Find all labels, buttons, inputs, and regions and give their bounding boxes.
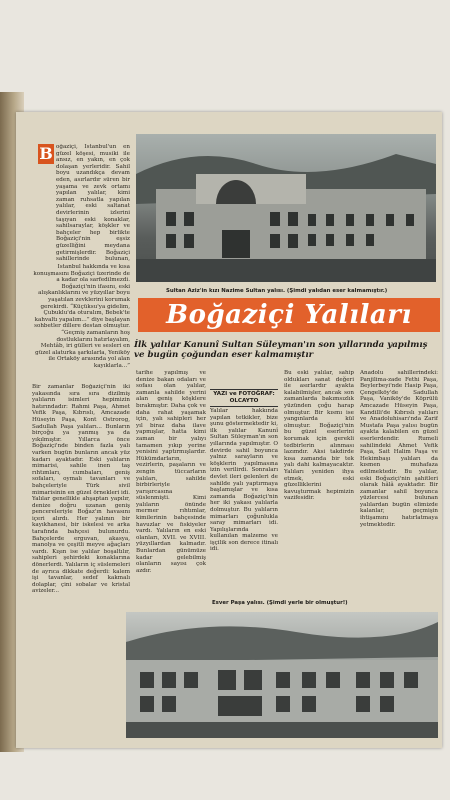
intro-paragraph: İstanbul hakkında ve kısa konuşmasını Boğaziçi üzerinde de a kadar ola sarfedilmezdi. Boğaziçi'nin ifasını, eski alışkanlıklarını ve yüzyıllar boyu yaşatılan zevklerini korumak gerekirdi. “Küçüksu'ya gidelim, Çubuklu'da oturalım, Bebek'te kahvaltı yapalım...” diye başlayan sohbetler dillere destan olmuştur. “Geçmiş zamanların hoş dostluklarını hatırlayalım, Mehtâb, iri gülleri ve sesleri en güzel alaturka şarkılarla, Yeniköy ile Ortaköy arasında yol alan kayıklarla...” bbox=[33, 264, 130, 369]
article-subtitle: İlk yalılar Kanunî Sultan Süleyman'ın son yıllarında yapılmış ve bugün çoğundan eser kalmamıştır bbox=[134, 340, 428, 360]
photo-esver-pasa-yalisi bbox=[126, 612, 438, 738]
article-title: Boğaziçi Yalıları bbox=[166, 300, 412, 330]
article-title-banner bbox=[138, 298, 440, 332]
magazine-page bbox=[16, 112, 442, 748]
left-column-text: Bir zamanlar Boğaziçi'nin iki yakasında sıra sıra dizilmiş yalıların isimleri hepimizin hatırındadır: Rahmi Paşa, Ahmet Vefik Paşa, Kıbrıslı, Amcazade Hüseyin Paşa, Kont Ostrorog, Sadullah Paşa yalıları... Bunların birçoğu ya yanmış ya da yıkılmıştır. Yıllarca önce Boğaziçi'nde binden fazla yalı varken bugün bunların ancak yüz kadarı ayaktadır. Eski yalıların mimarisi, sahile inen taş rıhtımları, cumbaları, geniş sofaları, oymalı tavanları ve bahçeleriyle Türk sivil mimarisinin en güzel örnekleri idi. Yalılar genellikle ahşaptan yapılır, denize doğru uzanan geniş pencereleriyle Boğaz'ın havasını içeri alırdı. Her yalının bir kayıkhanesi, bir iskelesi ve arka tarafında bahçesi bulunurdu. Bahçelerde erguvan, akasya, manolya ve çeşitli meyve ağaçları vardı. Kışın ise yalılar boşaltılır, sahipleri şehirdeki konaklarına dönerlerdi. Yalıların iç süslemeleri de ayrıca dikkate değerdi: kalem işi tavanlar, sedef kakmalı dolaplar, çini sobalar ve kristal avizeler... bbox=[32, 384, 130, 595]
drop-cap: B bbox=[39, 144, 53, 163]
caption-bottom-photo: Esver Paşa yalısı. (Şimdi yerle bir olmuştur!) bbox=[212, 600, 348, 606]
column-5-text: Anadolu sahillerindeki: Panjilima-zade Fethi Paşa, Beylerbeyi'nde Hasip Paşa, Çengelköy'de Sadullah Paşa, Vaniköy'de Köprülü Amcazade Hüseyin Paşa, Kandilli'de Kıbrıslı yalıları ve Anadoluhisarı'nda Zarif Mustafa Paşa yalısı bugün ayakta kalabilen en güzel eserlerdendir. Rumeli sahilindeki Ahmet Vefik Paşa, Sait Halim Paşa ve Hekimbaşı yalıları da kısmen muhafaza edilmektedir. Bu yalılar, eski Boğaziçi'nin şahitleri olarak hâlâ ayaktadır. Bir zamanlar sahil boyunca yüzlercesi bulunan yalılardan bugün elimizde kalanlar, geçmişin ihtişamını hatırlatmaya yetmektedir. bbox=[360, 370, 438, 528]
caption-top-photo: Sultan Aziz'in kızı Nazime Sultan yalısı. (Şimdi yalıdan eser kalmamıştır.) bbox=[166, 288, 388, 294]
column-4-text: Bu eski yalılar, sahip oldukları sanat değeri ile asırlardır ayakta kalabilmişler, ancak son zamanlarda bakımsızlık yüzünden çoğu harap olmuştur. Bir kısmı ise yangınlarda kül olmuştur. Boğaziçi'nin bu güzel eserlerini korumak için gerekli tedbirlerin alınması lazımdır. Aksi takdirde kısa zamanda bir tek yalı dahi kalmayacaktır. Yalıları yeniden ihya etmek, eski güzelliklerini kavuşturmak hepimizin vazifesidir. bbox=[284, 370, 354, 502]
photo-nazime-sultan-yalisi bbox=[136, 134, 436, 282]
yali-illustration bbox=[126, 612, 438, 738]
byline bbox=[210, 389, 278, 407]
byline-author: OLCAYTO bbox=[229, 398, 259, 404]
lead-paragraph: oğaziçi, İstanbul'un en güzel köşesi, musiki ile ansız, en yakın, en çok dolaşan yerleridir. Sahil boyu uzandıkça devam eden, asırlardır süren bir yaşama ve zevk ortamı yapılan yalılar, kimi zaman ruhsatla yapılan yalılar, eski saltanat devirlerinin izlerini taşıyan eski konaklar, sahilsaraylar, köşkler ve bahçeler hep birlikte Boğaziçi'nin eşsiz güzelliğini meydana getirmişlerdir. Boğaziçi sahillerinde bulunan, bbox=[56, 144, 130, 262]
palace-illustration bbox=[136, 134, 436, 282]
byline-label: YAZI ve FOTOĞRAF: bbox=[213, 391, 275, 397]
column-2-text: tarihe yapılmış ve denize bakan odaları ve sofası olan yalılar, zamanla sahilde yerini alan geniş köşklere bırakmıştır. Daha çok ve daha rahat yaşamak için, yalı sahipleri her yıl biraz daha ilave yapmışlar, hatta kimi zaman bir yalıyı tamamen yıkıp yerine yenisini yaptırmışlardır. Hükümdarların, vezirlerin, paşaların ve zengin tüccarların yalıları, sahilde birbirleriyle yarışırcasına süslenmişti. Kimi yalıların önünde mermer rıhtımlar, kimilerinin bahçesinde havuzlar ve fıskiyeler vardı. Yalıların en eski olanları, XVII. ve XVIII. yüzyıllardan kalmadır. Bunlardan günümüze kadar gelebilmiş olanların sayısı çok azdır. bbox=[136, 370, 206, 574]
column-3-text: Yalılar hakkında yapılan tetkikler, bize şunu göstermektedir ki, ilk yalılar Kanunî Sultan Süleyman'ın son yıllarında yapılmıştır. O devirde sahil boyunca yalnız sarayların ve köşklerin yapılmasına izin verilirdi. Sonraları devlet ileri gelenleri de sahilde yalı yaptırmaya başlamışlar ve kısa zamanda Boğaziçi'nin her iki yakası yalılarla dolmuştur. Bu yalıların mimarları çoğunlukla saray mimarları idi. Yapılışlarında kullanılan malzeme ve işçilik son derece itinalı idi. bbox=[210, 408, 278, 553]
